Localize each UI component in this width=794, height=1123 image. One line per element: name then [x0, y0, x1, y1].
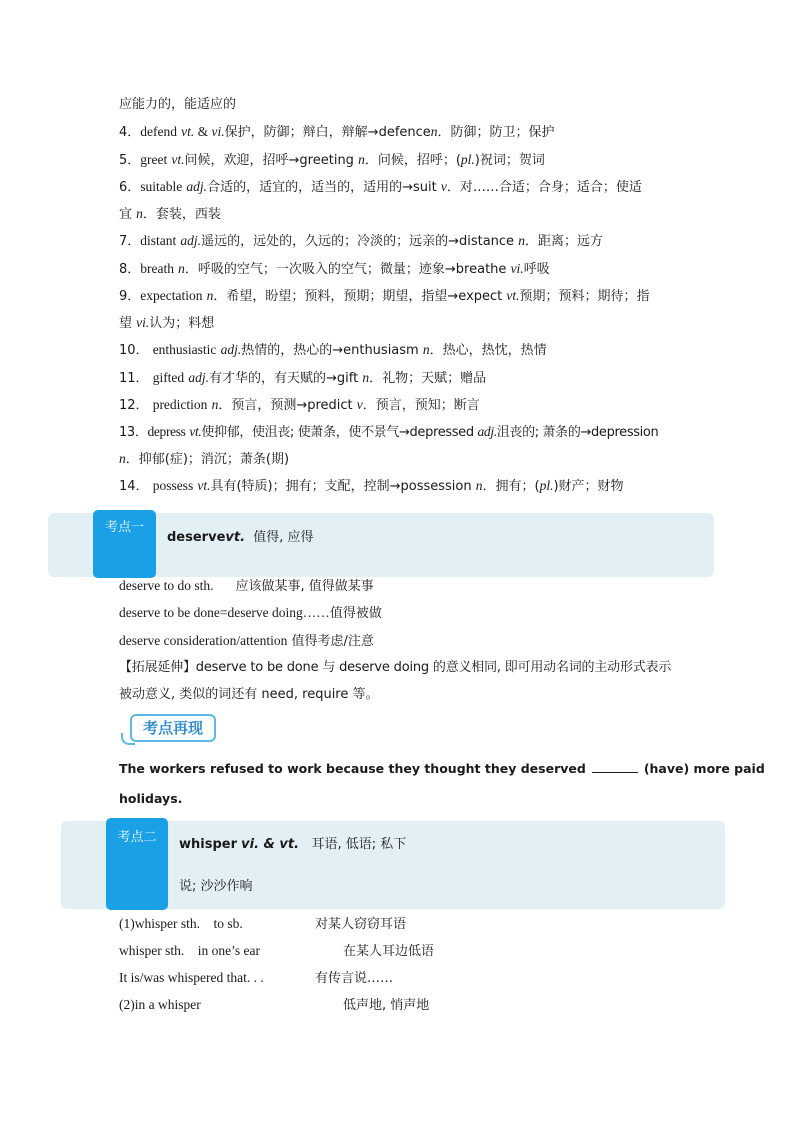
kd1-extension-cont: 被动意义, 类似的词还有 need, require 等。 [119, 687, 379, 702]
kd1-extension: 【拓展延伸】deserve to be done 与 deserve doing 的意义相同, 即可用动名词的主动形式表示 [119, 660, 672, 675]
vocab-item-11: 11． gifted adj.有才华的，有天赋的→gift n．礼物；天赋；赠品 [119, 370, 487, 386]
vocab-item-6-cont: 宜 n．套装，西装 [119, 206, 221, 222]
kd2-title: whisper vi. & vt. 耳语, 低语; 私下 [179, 837, 407, 852]
kd1-title: deservevt. 值得, 应得 [167, 530, 314, 545]
vocab-item-6: 6．suitable adj.合适的，适宜的，适当的，适用的→suit v．对……合适；合身；适合；使适 [119, 179, 642, 195]
kd2-title-cont: 说; 沙沙作响 [179, 879, 253, 894]
answer-blank[interactable] [592, 760, 638, 773]
kdzx-question: The workers refused to work because they thought they deserved (have) more paid [119, 761, 765, 776]
kd2-usage-3: It is/was whispered that. . . 有传言说…… [119, 970, 394, 986]
vocab-item-7: 7．distant adj.遥远的，远处的，久远的；冷淡的；远亲的→distance n．距离；远方 [119, 233, 603, 249]
vocab-item-14: 14． possess vt.具有(特质)；拥有；支配，控制→possession n．拥有；(pl.)财产；财物 [119, 478, 624, 494]
vocab-item-8: 8．breath n．呼吸的空气；一次吸入的空气；微量；迹象→breathe vi.呼吸 [119, 261, 550, 277]
kd1-usage-1: deserve to do sth. 应该做某事, 值得做某事 [119, 578, 374, 594]
kdzx-label: 考点再现 [130, 714, 216, 742]
kd2-usage-2: whisper sth. in one’s ear 在某人耳边低语 [119, 943, 435, 959]
vocab-item-10: 10． enthusiastic adj.热情的，热心的→enthusiasm n．热心，热忱，热情 [119, 342, 547, 358]
vocab-item-5: 5．greet vt.问候，欢迎，招呼→greeting n．问候，招呼；(pl.)祝词；贺词 [119, 152, 545, 168]
vocab-item-9: 9．expectation n．希望，盼望；预料，预期；期望，指望→expect vt.预期；预料；期待；指 [119, 288, 650, 304]
kd2-usage-4: (2)in a whisper 低声地, 悄声地 [119, 997, 430, 1013]
vocab-item-4: 4．defend vt. & vi.保护，防御；辩白，辩解→defencen．防御；防卫；保护 [119, 124, 555, 140]
kd1-usage-3: deserve consideration/attention 值得考虑/注意 [119, 633, 374, 649]
vocab-line-0: 应能力的，能适应的 [119, 97, 237, 112]
vocab-item-13-cont: n．抑郁(症)；消沉；萧条(期) [119, 451, 290, 467]
kd1-usage-2: deserve to be done=deserve doing……值得被做 [119, 605, 382, 621]
kdzx-question-cont: holidays. [119, 791, 183, 806]
vocab-item-12: 12． prediction n．预言，预测→predict v．预言，预知；断言 [119, 397, 480, 413]
kd2-usage-1: (1)whisper sth. to sb. 对某人窃窃耳语 [119, 916, 407, 932]
kd2-tag: 考点二 [106, 818, 168, 910]
vocab-item-13: 13．depress vt.使抑郁，使沮丧; 使萧条，使不景气→depressed adj.沮丧的; 萧条的→depression [119, 424, 659, 440]
vocab-item-9-cont: 望 vi.认为；料想 [119, 315, 215, 331]
kd1-tag: 考点一 [93, 510, 156, 578]
